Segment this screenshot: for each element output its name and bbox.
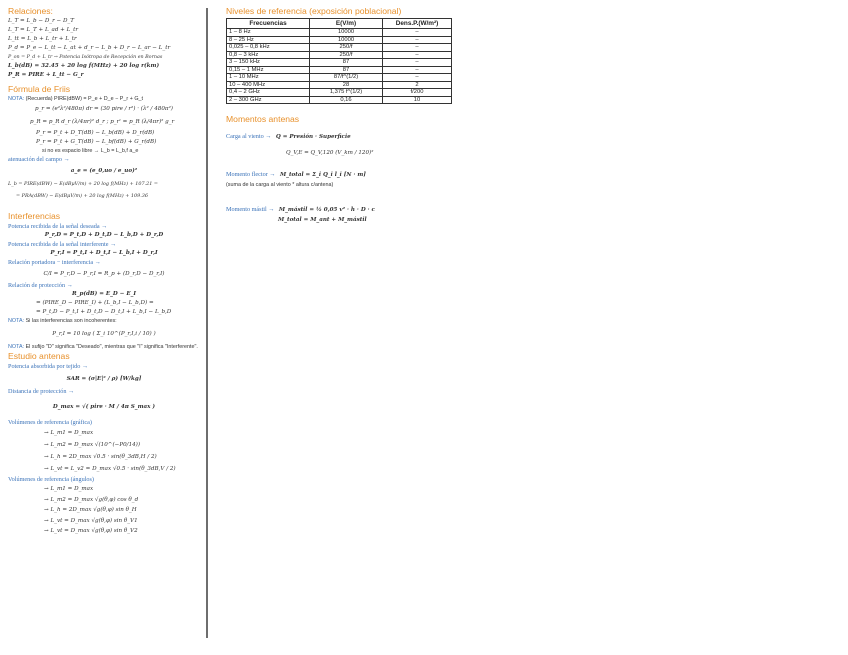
table-cell: 10000 <box>310 36 383 44</box>
vol-grafica-line: → L_vt = L_v2 = D_max √0.5 · sin(θ_3dB,V / 2) <box>44 466 176 472</box>
right-column <box>226 6 626 225</box>
niveles-heading: Niveles de referencia (exposición poblacional) <box>226 6 402 16</box>
lb-line: L_b = PIRE(dBW) − E(dBμV/m) + 20 log f(MHz) + 107.21 = <box>8 181 159 187</box>
vol-grafica-label: Volúmenes de referencia (gráfica) <box>8 419 92 426</box>
table-cell: 0,8 – 3 kHz <box>227 51 310 59</box>
deseada-formula: P_r,D = P_t,D + D_t,D − L_b,D + D_r,D <box>44 232 164 238</box>
atenuacion-formula: a_e = (e_0,uo / e_uo)² <box>70 168 138 174</box>
table-cell: – <box>383 59 452 67</box>
table-cell: 8 – 25 Hz <box>227 36 310 44</box>
table-cell: 250/f <box>310 44 383 52</box>
nota2-text: El sufijo "D" significa "Deseado", mientras que "I" significa "Interferente". <box>25 344 198 350</box>
flector-formula: M_total = Σ_i Q_i l_i [N · m] <box>279 172 366 178</box>
vol-grafica-line: → L_h = 2D_max √0.5 · sin(θ_3dB,H / 2) <box>44 454 157 460</box>
carga-label: Carga al viento → <box>226 133 272 140</box>
interferente-label: Potencia recibida de la señal interferente → <box>8 241 117 248</box>
table-row <box>227 81 452 89</box>
table-cell: 10000 <box>310 29 383 37</box>
table-cell: – <box>383 66 452 74</box>
table-header-row <box>227 19 452 29</box>
table-row <box>227 44 452 52</box>
distancia-label: Distancia de protección → <box>8 388 75 395</box>
interferencias-heading: Interferencias <box>8 211 61 221</box>
table-cell: – <box>383 74 452 82</box>
column-header: Frecuencias <box>227 19 310 29</box>
table-row <box>227 51 452 59</box>
relaciones-line: L_b(dB) = 32.45 + 20 log f(MHz) + 20 log r(km) <box>8 63 160 69</box>
relaciones-line: L_T = L_T + L_ad + L_tr <box>8 27 79 33</box>
vol-angulos-line: → L_vt = D_max √g(θ,φ) sin θ_V1 <box>44 517 138 524</box>
nota1-label: NOTA: <box>8 318 25 324</box>
portadora-label: Relación portadora − interferencia → <box>8 259 101 266</box>
table-cell: 2 – 300 GHz <box>227 96 310 104</box>
niveles-table <box>226 18 452 104</box>
table-row <box>227 89 452 97</box>
table-row <box>227 74 452 82</box>
table-cell: 1 – 8 Hz <box>227 29 310 37</box>
column-header: Dens.P.(W/m²) <box>383 19 452 29</box>
table-cell: f/200 <box>383 89 452 97</box>
note-label: NOTA: <box>8 96 25 102</box>
column-header: E(V/m) <box>310 19 383 29</box>
table-row <box>227 59 452 67</box>
relaciones-block <box>8 17 200 80</box>
column-divider <box>206 8 208 638</box>
friis-heading: Fórmula de Friis <box>8 84 71 94</box>
total-formula: M_total = M_ant + M_mástil <box>278 217 367 223</box>
vol-grafica-line: → L_m2 = D_max √(10^(−P0/14)) <box>44 442 141 448</box>
table-cell: 28 <box>310 81 383 89</box>
table-row <box>227 96 452 104</box>
interferente-formula: P_r,I = P_t,I + D_t,I − L_b,I + D_r,I <box>50 250 158 256</box>
relaciones-line: P_R = PIRE + L_tt − G_r <box>8 72 84 78</box>
table-cell: 250/f <box>310 51 383 59</box>
friis-line: p_R = p_R d_r (λ/4πr)² d_r ; p_r' = p_R (λ/4πr)² g_r <box>30 119 175 125</box>
mastil-label: Momento mástil → <box>226 206 275 213</box>
proteccion-line: R_p(dB) = E_D − E_I <box>72 291 137 297</box>
table-cell: 10 – 400 MHz <box>227 81 310 89</box>
table-cell: 2 <box>383 81 452 89</box>
table-row <box>227 36 452 44</box>
table-row <box>227 66 452 74</box>
estudio-heading: Estudio antenas <box>8 351 70 361</box>
nota1-formula: P_r,I = 10 log ( Σ_i 10^(P_r,I,i / 10) ) <box>52 331 156 337</box>
absorbida-label: Potencia absorbida por tejido → <box>8 363 89 370</box>
vol-angulos-line: → L_vt = D_max √g(θ,φ) sin θ_V2 <box>44 528 138 534</box>
table-cell: – <box>383 44 452 52</box>
table-cell: – <box>383 29 452 37</box>
friis-line: P_r = P_t + G_T(dB) − L_bf(dB) + G_r(dB) <box>36 139 157 145</box>
left-column <box>8 6 200 537</box>
note-text: (Recuerda) PIRE(dBW) = P_e + D_e − P_r + G_t <box>25 96 144 102</box>
vol-angulos-line: → L_h = 2D_max √g(θ,φ) sin θ_H <box>44 507 137 513</box>
momentos-heading: Momentos antenas <box>226 114 300 124</box>
table-cell: 87 <box>310 66 383 74</box>
proteccion-label: Relación de protección → <box>8 282 73 289</box>
friis-line: P_r = P_t + D_T(dB) − L_b(dB) + D_r(dB) <box>36 130 155 136</box>
distancia-formula: D_max = √( pire · M / 4π S_max ) <box>52 404 156 410</box>
table-cell: 87/f^(1/2) <box>310 74 383 82</box>
table-cell: 0,025 – 0,8 kHz <box>227 44 310 52</box>
table-cell: 0,15 – 1 MHz <box>227 66 310 74</box>
table-cell: 87 <box>310 59 383 67</box>
friis-line: p_r = (e²λ²/480π) dr = (30 pire / r²) · (λ² / 480π²) <box>34 106 173 112</box>
nota2-label: NOTA: <box>8 344 25 350</box>
carga-formula: Q = Presión · Superficie <box>275 134 351 140</box>
friis-line: si no es espacio libre → L_b = L_b,f a_e <box>42 148 139 154</box>
relaciones-line: P_d = P_e − L_tt − L_at + d_r − L_b + D_r − L_ar − L_tr <box>8 45 171 51</box>
lb-line: = PRA(dBW) − E(dBμV/m) + 20 log f(MHz) + 109.36 <box>16 193 149 199</box>
table-cell: 0,4 – 2 GHz <box>227 89 310 97</box>
table-row <box>227 29 452 37</box>
relaciones-line: L_T = L_b − D_r − D_T <box>8 18 75 24</box>
deseada-label: Potencia recibida de la señal deseada → <box>8 223 108 230</box>
friis-note <box>8 95 200 103</box>
proteccion-line: = P_t,D − P_t,I + D_t,D − D_t,I + L_b,I − L_b,D <box>36 309 172 315</box>
table-cell: – <box>383 51 452 59</box>
flector-label: Momento flector → <box>226 171 276 178</box>
table-cell: 1 – 10 MHz <box>227 74 310 82</box>
table-cell: 0,16 <box>310 96 383 104</box>
carga-formula-2: Q_V,E = Q_V,120 (V_km / 120)² <box>286 150 374 156</box>
vol-grafica-line: → L_m1 = D_max <box>44 430 94 436</box>
table-cell: 3 – 150 kHz <box>227 59 310 67</box>
nota1-text: Si las interferencias son incoherentes: <box>25 318 117 324</box>
relaciones-heading: Relaciones: <box>8 6 53 16</box>
vol-angulos-label: Volúmenes de referencia (ángulos) <box>8 476 94 483</box>
table-cell: 1,375 f^(1/2) <box>310 89 383 97</box>
vol-angulos-line: → L_m1 = D_max <box>44 486 94 492</box>
absorbida-formula: SAR = (σ|E|² / ρ) [W/kg] <box>66 376 142 382</box>
atenuacion-label: atenuación del campo → <box>8 156 70 163</box>
vol-angulos-line: → L_m2 = D_max √g(θ,φ) cos θ_d <box>44 496 139 503</box>
relaciones-line: L_tt = L_b + L_tr + L_tr <box>8 36 77 42</box>
flector-note: (suma de la carga al viento * altura c/antena) <box>226 182 334 188</box>
proteccion-line: = (PIRE_D − PIRE_I) + (L_b,I − L_b,D) = <box>36 300 154 306</box>
table-cell: – <box>383 36 452 44</box>
table-cell: 10 <box>383 96 452 104</box>
relaciones-line: P_on = P_d + L_tr → Potencia Isótropa de Recepción en Bornas <box>8 55 163 60</box>
mastil-formula: M_mástil = ½ 0,05 v² · h · D · c <box>278 207 375 213</box>
portadora-formula: C/I = P_r,D − P_r,I = R_p + (D_r,D − D_r,I) <box>43 271 165 277</box>
